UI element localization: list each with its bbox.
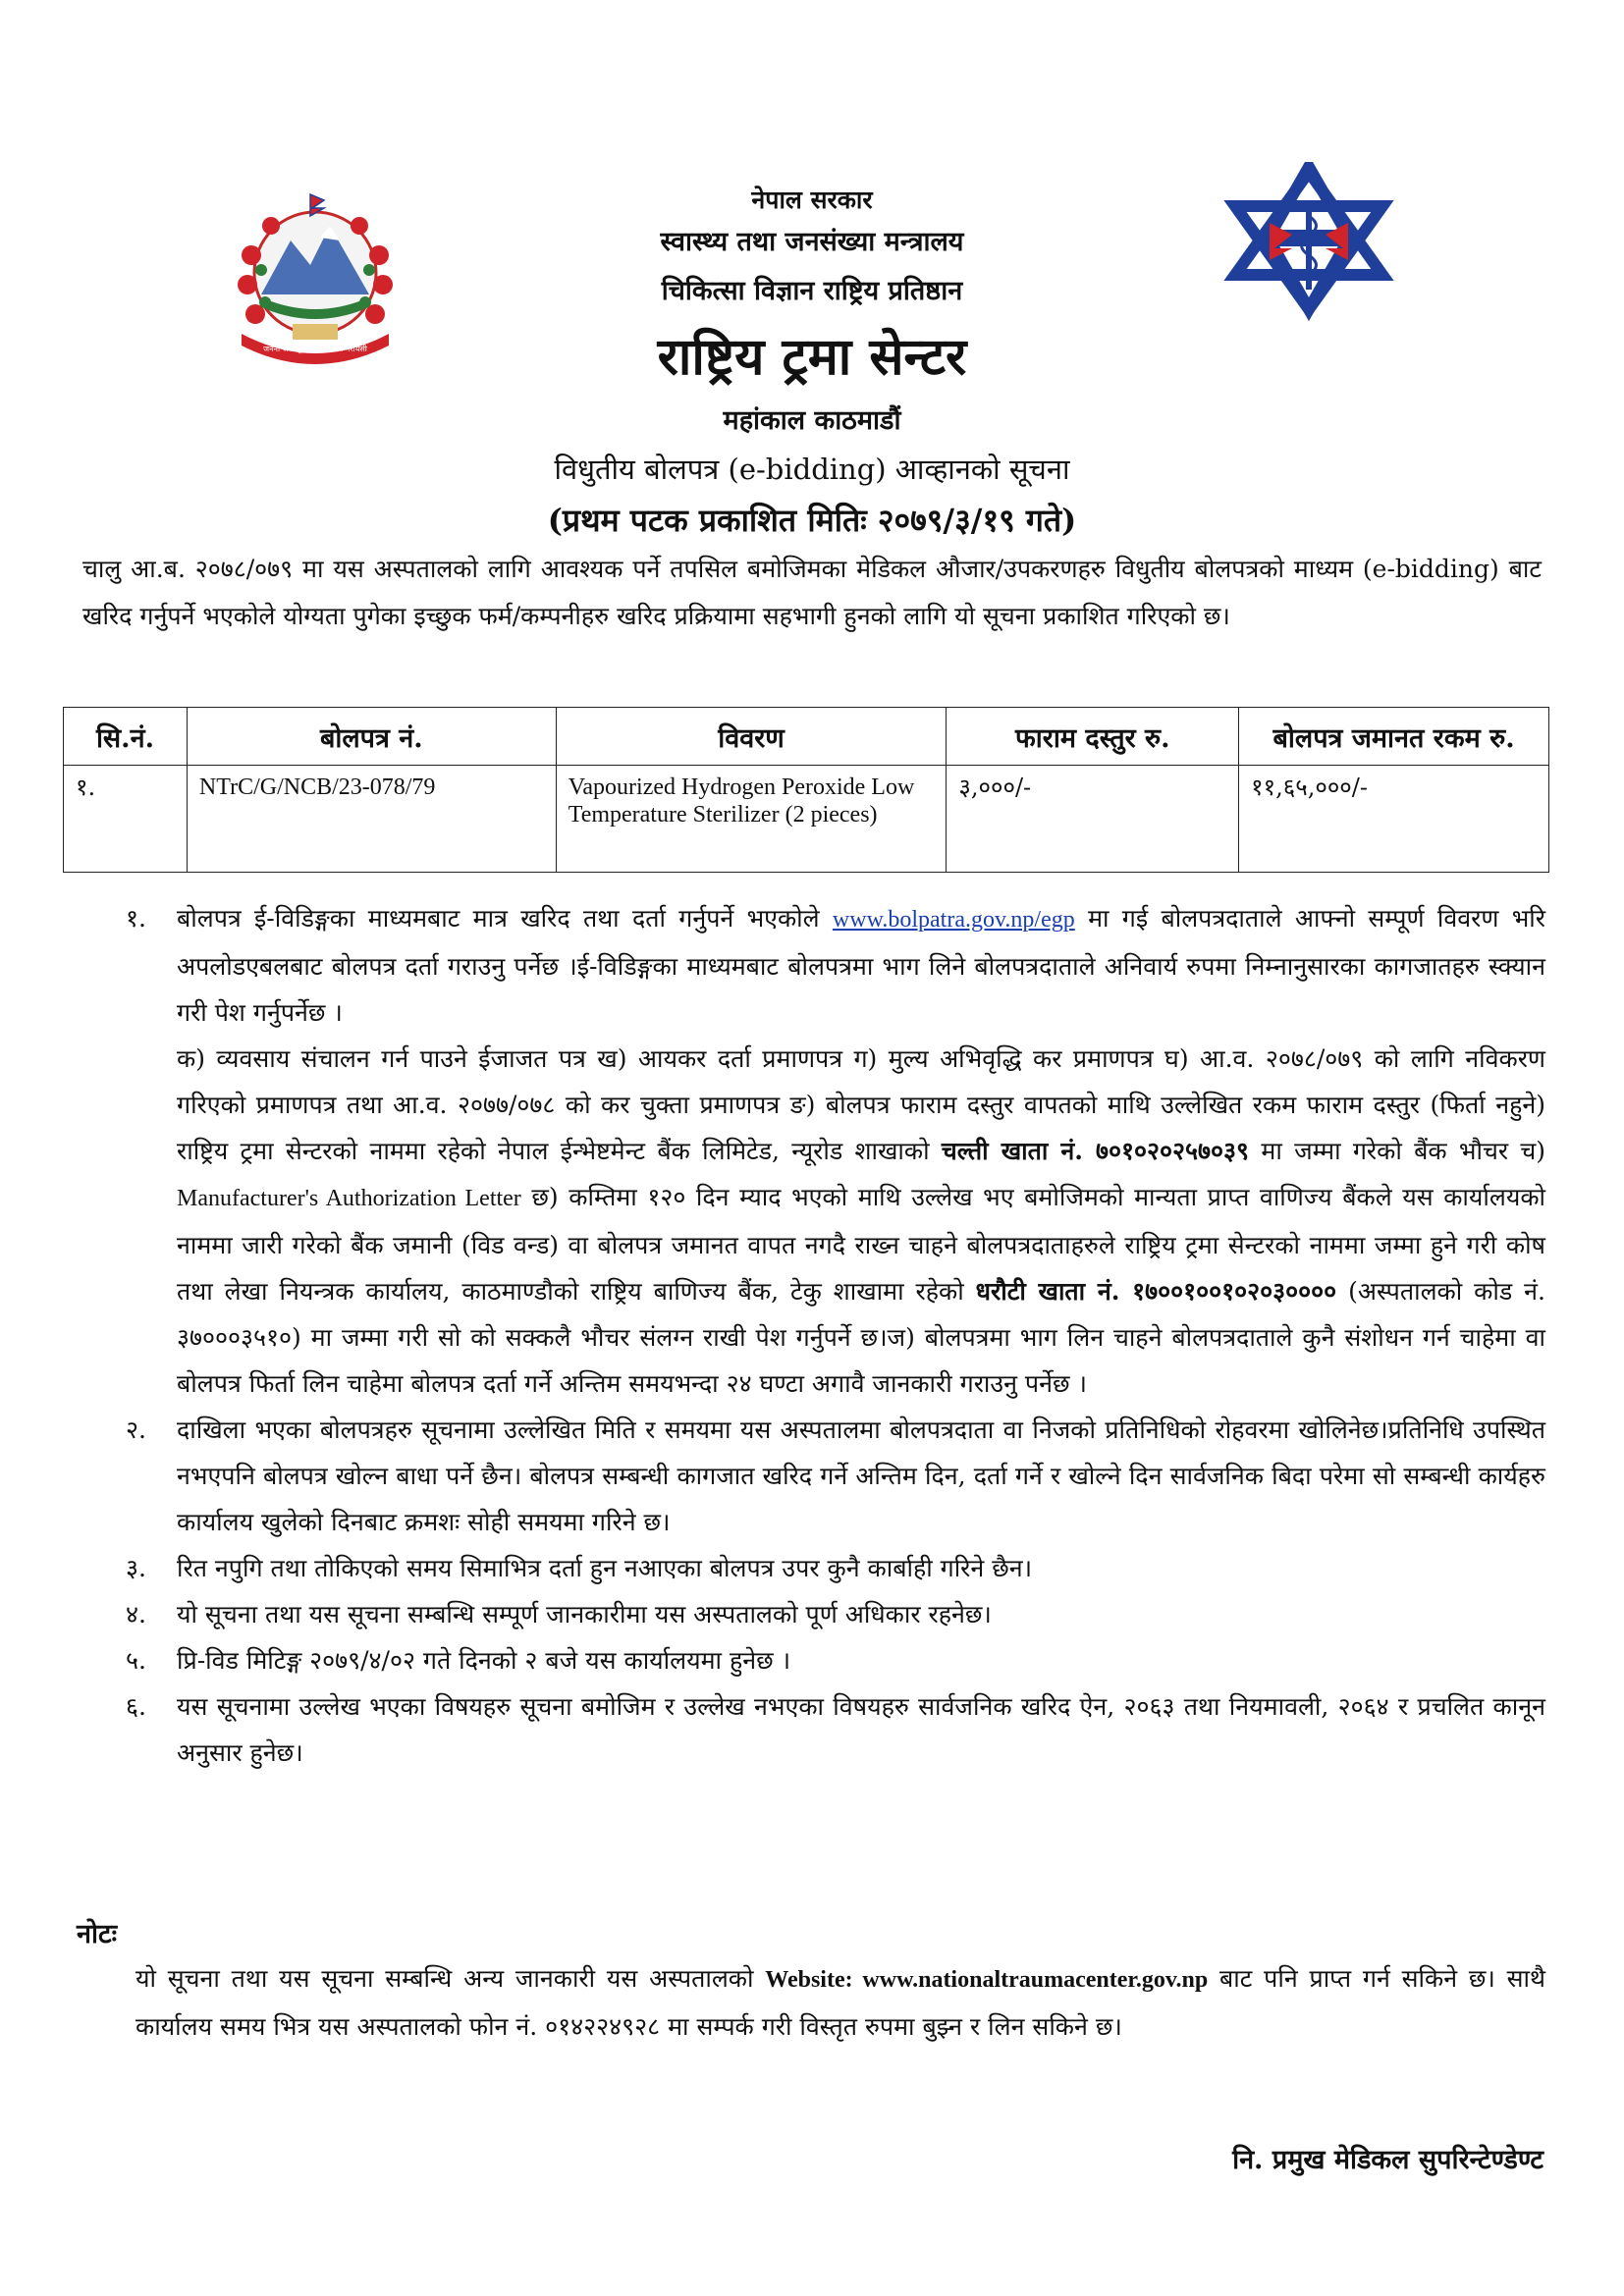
cell-form-fee: ३,०००/- — [947, 766, 1239, 873]
published-date: (प्रथम पटक प्रकाशित मितिः २०७९/३/१९ गते) — [547, 502, 1077, 539]
manufacturer-letter: Manufacturer's Authorization Letter — [177, 1186, 521, 1211]
clause-text: बोलपत्र ई-विडिङ्गका माध्यमबाट मात्र खरिद तथा दर्ता गर्नुपर्ने भएकोले — [177, 904, 820, 933]
clause-text: यो सूचना तथा यस सूचना सम्बन्धि सम्पूर्ण जानकारीमा यस अस्पतालको पूर्ण अधिकार रहनेछ। — [177, 1600, 992, 1629]
cell-bid-no: NTrC/G/NCB/23-078/79 — [187, 766, 556, 873]
clause-list — [126, 895, 1545, 1776]
note-text: यो सूचना तथा यस सूचना सम्बन्धि अन्य जानकारी यस अस्पतालको — [135, 1964, 754, 1993]
header-ministry: स्वास्थ्य तथा जनसंख्या मन्त्रालय — [660, 227, 964, 257]
clause-text: प्रि-विड मिटिङ्ग २०७९/४/०२ गते दिनको २ बजे यस कार्यालयमा हुनेछ । — [177, 1646, 791, 1675]
table-row — [64, 766, 1549, 873]
clause-text: यस सूचनामा उल्लेख भएका विषयहरु सूचना बमोजिम र उल्लेख नभएका विषयहरु सार्वजनिक खरिद ऐन, २०६३ तथा नियमावली, २०६४ र प्रचलित कानून अनुसार हुनेछ। — [177, 1692, 1545, 1767]
clause-5 — [126, 1637, 1545, 1683]
clause-text: मा गई बोलपत्रदाताले आफ्नो सम्पूर्ण विवरण भरि अपलोडएबलबाट बोलपत्र दर्ता गराउनु पर्नेछ ।ई-विडिङ्गका माध्यमबाट बोलपत्रमा भाग लिने बोलपत्रदाताले अनिवार्य रुपमा निम्नानुसारका कागजातहरु स्क्यान गरी पेश गर्नुपर्नेछ । — [177, 904, 1545, 1027]
clause-number: ४. — [126, 1600, 146, 1629]
note-label: नोटः — [77, 1919, 118, 1949]
note-text: बाट पनि प्राप्त गर्न सकिने छ। साथै कार्यालय समय भित्र यस अस्पतालको फोन नं. ०१४२२४९२८ मा सम्पर्क गरी विस्तृत रुपमा बुझ्न र लिन सकिने छ। — [135, 1964, 1546, 2041]
deposit-account-number: धरौटी खाता नं. १७००१००१०२०३०००० — [975, 1277, 1337, 1306]
clause-number: २. — [126, 1415, 146, 1444]
table-header-row — [64, 708, 1549, 766]
clause-text: (अस्पतालको कोड नं. ३७०००३५१०) मा जम्मा गरी सो को सक्कलै भौचर संलग्न राखी पेश गर्नुपर्ने छ।ज) बोलपत्रमा भाग लिन चाहने बोलपत्रदाताले कुनै संशोधन गर्न चाहेमा वा बोलपत्र फिर्ता लिन चाहेमा बोलपत्र दर्ता गर्ने अन्तिम समयभन्दा २४ घण्टा अगावै जानकारी गराउनु पर्नेछ । — [177, 1277, 1545, 1398]
current-account-number: चल्ती खाता नं. ७०१०२०२५७०३९ — [941, 1137, 1250, 1165]
clause-text: छ) कम्तिमा १२० दिन म्याद भएको माथि उल्लेख भए बमोजिमको मान्यता प्राप्त वाणिज्य बैंकले यस कार्यालयको नाममा जारी गरेको बैंक जमानी (विड वन्ड) वा बोलपत्र जमानत वापत नगदै राख्न चाहने बोलपत्रदाताहरुले राष्ट्रिय ट्रमा सेन्टरको नाममा जम्मा हुने गरी कोष तथा लेखा नियन्त्रक कार्यालय, काठमाण्डौको राष्ट्रिय बाणिज्य बैंक, टेकु शाखामा रहेको — [177, 1183, 1545, 1306]
clause-6 — [126, 1683, 1545, 1776]
note-body — [135, 1955, 1545, 2050]
clause-2 — [126, 1407, 1545, 1545]
header-government: नेपाल सरकार — [751, 186, 873, 214]
clause-number: ३. — [126, 1554, 146, 1582]
signature-designation: नि. प्रमुख मेडिकल सुपरिन्टेण्डेण्ट — [1232, 2145, 1543, 2175]
bolpatra-link[interactable]: www.bolpatra.gov.np/egp — [832, 907, 1075, 933]
intro-paragraph: चालु आ.ब. २०७८/०७९ मा यस अस्पतालको लागि आवश्यक पर्ने तपसिल बमोजिमका मेडिकल औजार/उपकरणहरु विधुतीय बोलपत्रको माध्यम (e-bidding) बाट खरिद गर्नुपर्ने भएकोले योग्यता पुगेका इच्छुक फर्म/कम्पनीहरु खरिद प्रक्रियामा सहभागी हुनको लागि यो सूचना प्रकाशित गरिएको छ। — [82, 555, 1542, 630]
website-link[interactable]: Website: www.nationaltraumacenter.gov.np — [765, 1967, 1209, 1993]
clause-3 — [126, 1545, 1545, 1591]
clause-number: १. — [126, 904, 146, 933]
clause-text: रित नपुगि तथा तोकिएको समय सिमाभित्र दर्ता हुन नआएका बोलपत्र उपर कुनै कार्बाही गरिने छैन। — [177, 1554, 1033, 1582]
notice-title: विधुतीय बोलपत्र (e-bidding) आव्हानको सूचना — [554, 453, 1070, 486]
clause-4 — [126, 1591, 1545, 1637]
header-location: महांकाल काठमाडौं — [723, 405, 901, 436]
col-header-form-fee: फाराम दस्तुर रु. — [947, 708, 1239, 766]
clause-number: ५. — [126, 1646, 146, 1675]
page-title: राष्ट्रिय ट्रमा सेन्टर — [657, 327, 967, 387]
clause-1 — [126, 895, 1545, 1407]
col-header-bid-no: बोलपत्र नं. — [187, 708, 556, 766]
cell-bid-security: ११,६५,०००/- — [1239, 766, 1549, 873]
bid-table — [63, 707, 1549, 873]
header-institute: चिकित्सा विज्ञान राष्ट्रिय प्रतिष्ठान — [661, 276, 963, 306]
col-header-description: विवरण — [556, 708, 947, 766]
clause-text: क) व्यवसाय संचालन गर्न पाउने ईजाजत पत्र ख) आयकर दर्ता प्रमाणपत्र ग) मुल्य अभिवृद्धि कर प्रमाणपत्र घ) आ.व. २०७८/०७९ को लागि नविकरण गरिएको प्रमाणपत्र तथा आ.व. २०७७/०७८ को कर चुक्ता प्रमाणपत्र ङ) बोलपत्र फाराम दस्तुर वापतको माथि उल्लेखित रकम फाराम दस्तुर (फिर्ता नहुने) राष्ट्रिय ट्रमा सेन्टरको नाममा रहेको नेपाल ईन्भेष्टमेन्ट बैंक लिमिटेड, न्यूरोड शाखाको — [177, 1044, 1545, 1165]
cell-description: Vapourized Hydrogen Peroxide Low Temperature Sterilizer (2 pieces) — [556, 766, 947, 873]
col-header-sn: सि.नं. — [64, 708, 188, 766]
clause-text: दाखिला भएका बोलपत्रहरु सूचनामा उल्लेखित मिति र समयमा यस अस्पतालमा बोलपत्रदाता वा निजको प्रतिनिधिको रोहवरमा खोलिनेछ।प्रतिनिधि उपस्थित नभएपनि बोलपत्र खोल्न बाधा पर्ने छैन। बोलपत्र सम्बन्धी कागजात खरिद गर्ने अन्तिम दिन, दर्ता गर्ने र खोल्ने दिन सार्वजनिक बिदा परेमा सो सम्बन्धी कार्यहरु कार्यालय खुलेको दिनबाट क्रमशः सोही समयमा गरिने छ। — [177, 1415, 1545, 1536]
cell-sn: १. — [64, 766, 188, 873]
clause-number: ६. — [126, 1692, 146, 1721]
emblem-motto: जननी जन्मभूमिश्च स्वर्गादपि गरीयसी — [263, 345, 367, 353]
col-header-bid-security: बोलपत्र जमानत रकम रु. — [1239, 708, 1549, 766]
clause-text: मा जम्मा गरेको बैंक भौचर च) — [1261, 1137, 1546, 1165]
clause-subsection — [177, 1036, 1545, 1407]
